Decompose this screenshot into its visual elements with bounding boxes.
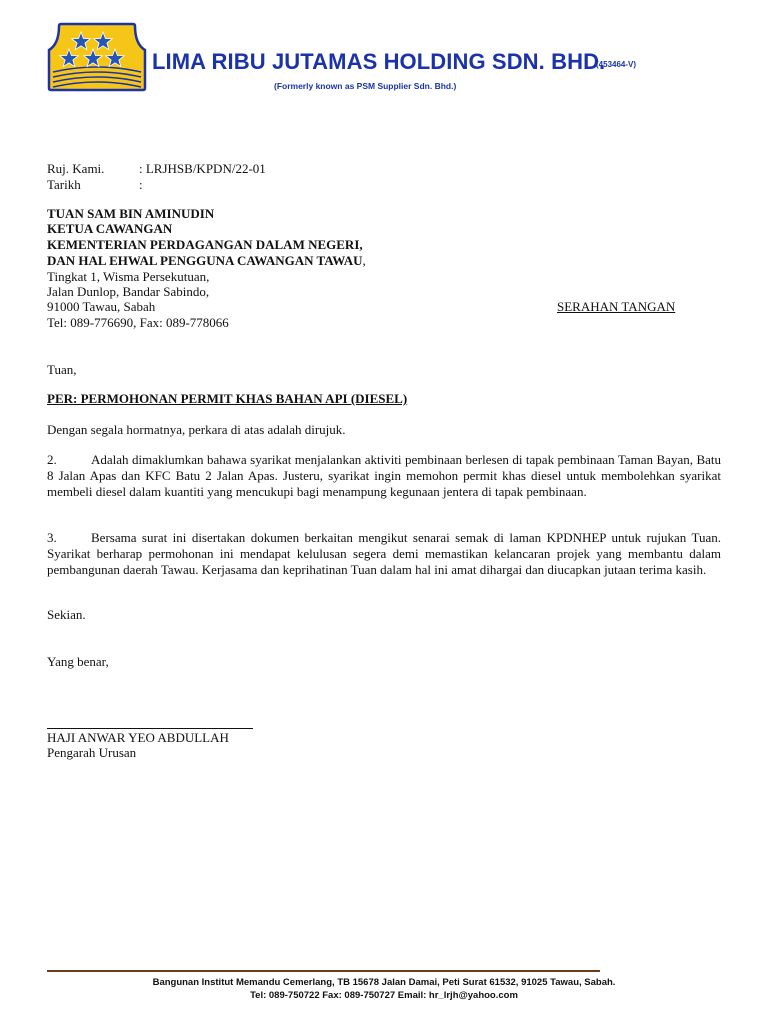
recipient-name: TUAN SAM BIN AMINUDIN [47,206,215,221]
subject-line: PER: PERMOHONAN PERMIT KHAS BAHAN API (DIESEL) [47,391,408,406]
date-value: : [139,177,143,192]
paragraph-2 [47,452,721,500]
recipient-address-line3: 91000 Tawau, Sabah [47,299,156,314]
recipient-ministry-comma: , [362,253,366,268]
salutation: Tuan, [47,362,77,377]
footer-contact: Tel: 089-750722 Fax: 089-750727 Email: hr_lrjh@yahoo.com [250,990,518,1001]
signatory-title: Pengarah Urusan [47,745,137,760]
recipient-address-line2: Jalan Dunlop, Bandar Sabindo, [47,284,210,299]
company-logo-icon [47,22,147,92]
company-former-name: (Formerly known as PSM Supplier Sdn. Bhd.) [274,81,457,91]
recipient-ministry-line: DAN HAL EHWAL PENGGUNA CAWANGAN TAWAU [47,253,363,268]
reference-value: : LRJHSB/KPDN/22-01 [139,161,266,176]
paragraph-3-number: 3. [47,530,57,545]
footer-address: Bangunan Institut Memandu Cemerlang, TB 15678 Jalan Damai, Peti Surat 61532, 91025 Tawau, Sabah. [152,977,616,988]
paragraph-2-number: 2. [47,452,57,467]
recipient-ministry-cont [47,253,366,268]
paragraph-3 [47,530,721,578]
signature-line [47,728,253,729]
paragraph-3-text: Bersama surat ini disertakan dokumen berkaitan mengikut senarai semak di laman KPDNHEP untuk rujukan Tuan. Syarikat berharap permohonan ini mendapat kelulusan segera demi memastikan kelancaran projek yang membantu dalam pembangunan daerah Tawau. Kerjasama dan keprihatinan Tuan dalam hal ini amat dihargai dan diucapkan jutaan terima kasih. [47,530,721,577]
reference-label: Ruj. Kami. [47,161,105,176]
sign-off: Yang benar, [47,654,109,669]
recipient-address-line1: Tingkat 1, Wisma Persekutuan, [47,269,210,284]
paragraph-2-text: Adalah dimaklumkan bahawa syarikat menjalankan aktiviti pembinaan berlesen di tapak pembinaan Taman Bayan, Batu 8 Jalan Apas dan KFC Batu 2 Jalan Apas. Justeru, syarikat ingin memohon permit khas diesel untuk membolehkan syarikat membeli diesel dalam kuantiti yang mencukupi bagi menampung kegunaan jentera di tapak pembinaan. [47,452,721,499]
opening-line: Dengan segala hormatnya, perkara di atas adalah dirujuk. [47,422,346,437]
recipient-ministry: KEMENTERIAN PERDAGANGAN DALAM NEGERI, [47,237,363,252]
footer-divider [47,970,600,972]
date-label: Tarikh [47,177,81,192]
delivery-note: SERAHAN TANGAN [557,299,676,314]
closing-line: Sekian. [47,607,86,622]
recipient-contact: Tel: 089-776690, Fax: 089-778066 [47,315,229,330]
company-name: LIMA RIBU JUTAMAS HOLDING SDN. BHD. [152,49,606,74]
recipient-position: KETUA CAWANGAN [47,221,173,236]
company-registration-number: (453464-V) [596,60,637,69]
signatory-name: HAJI ANWAR YEO ABDULLAH [47,730,229,745]
